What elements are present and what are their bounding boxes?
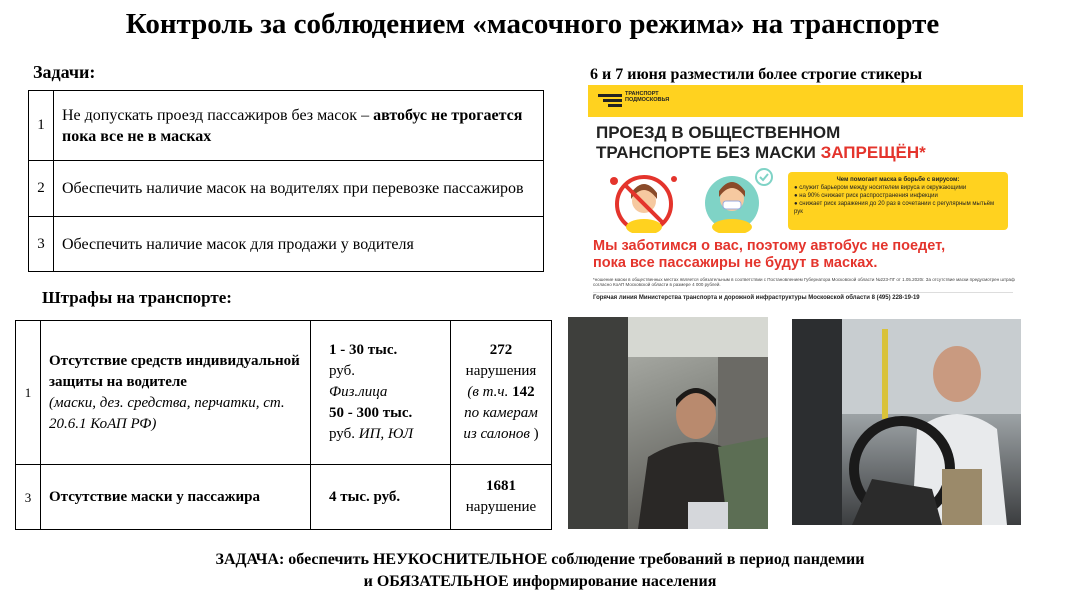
task-text: Обеспечить наличие масок на водителях при перевозке пассажиров [54, 161, 544, 217]
stickers-caption: 6 и 7 июня разместили более строгие стикеры [590, 66, 923, 83]
sticker-headline: ПРОЕЗД В ОБЩЕСТВЕННОМ ТРАНСПОРТЕ БЕЗ МАСКИ ЗАПРЕЩЁН* [596, 123, 926, 162]
fine-cell: 4 тыс. руб. [311, 465, 451, 530]
row-number: 3 [16, 465, 41, 530]
table-row [16, 465, 552, 530]
violation-cell: Отсутствие средств индивидуальной защиты на водителе (маски, дез. средства, перчатки, ст. 20.6.1 КоАП РФ) [41, 321, 311, 465]
row-number: 1 [29, 91, 54, 161]
fines-heading: Штрафы на транспорте: [42, 288, 232, 307]
table-row [29, 217, 544, 272]
bus-driver-photo [792, 319, 1021, 525]
task-text: Обеспечить наличие масок для продажи у водителя [54, 217, 544, 272]
fines-table [15, 320, 552, 530]
bus-interior-photo-image [568, 317, 768, 529]
count-cell: 272 нарушения (в т.ч. 142 по камерам из салонов ) [451, 321, 552, 465]
masked-person-icon [692, 167, 778, 233]
mask-sticker [588, 85, 1023, 307]
page-title: Контроль за соблюдением «масочного режима» на транспорте [125, 8, 940, 40]
row-number: 2 [29, 161, 54, 217]
row-number: 1 [16, 321, 41, 465]
sticker-header-band [588, 85, 1023, 117]
sticker-slogan: Мы заботимся о вас, поэтому автобус не поедет, пока все пассажиры не будут в масках. [593, 238, 946, 271]
sticker-footnote: *ношение маски в общественных местах является обязательным в соответствии с Постановлением Губернатора Московской области №223-ПГ от 1.05.2020г. За отсутствие маски предусмотрен штраф согласно КоАП Московской области в размере 4 000 рублей. [593, 277, 1015, 287]
logo-text: ТРАНСПОРТ ПОДМОСКОВЬЯ [625, 91, 670, 103]
driver-camera-photo-image [792, 319, 1021, 525]
tasks-heading: Задачи: [33, 62, 96, 82]
bus-passenger-photo [568, 317, 768, 529]
transport-logo-icon [598, 93, 622, 109]
table-row [29, 91, 544, 161]
table-row [29, 161, 544, 217]
sticker-hotline: Горячая линия Министерства транспорта и дорожной инфраструктуры Московской области 8 (495) 228-19-19 [593, 292, 1013, 301]
row-number: 3 [29, 217, 54, 272]
violation-cell: Отсутствие маски у пассажира [41, 465, 311, 530]
table-row [16, 321, 552, 465]
fine-cell: 1 - 30 тыс. руб. Физ.лица 50 - 300 тыс. руб. ИП, ЮЛ [311, 321, 451, 465]
bottom-task-statement: ЗАДАЧА: обеспечить НЕУКОСНИТЕЛЬНОЕ соблюдение требований в период пандемии и ОБЯЗАТЕЛЬНОЕ информирование населения [215, 551, 865, 590]
mask-benefits-box: Чем помогает маска в борьбе с вирусом: ● служит барьером между носителем вируса и окружающими ● на 90% снижает риск распространения инфекции ● снижает риск заражения до 20 раз в сочетании с регулярным мытьём рук [788, 172, 1008, 230]
task-text: Не допускать проезд пассажиров без масок – автобус не трогается пока все не в масках [54, 91, 544, 161]
no-mask-person-icon [604, 171, 684, 233]
count-cell: 1681 нарушение [451, 465, 552, 530]
tasks-table [28, 90, 544, 272]
